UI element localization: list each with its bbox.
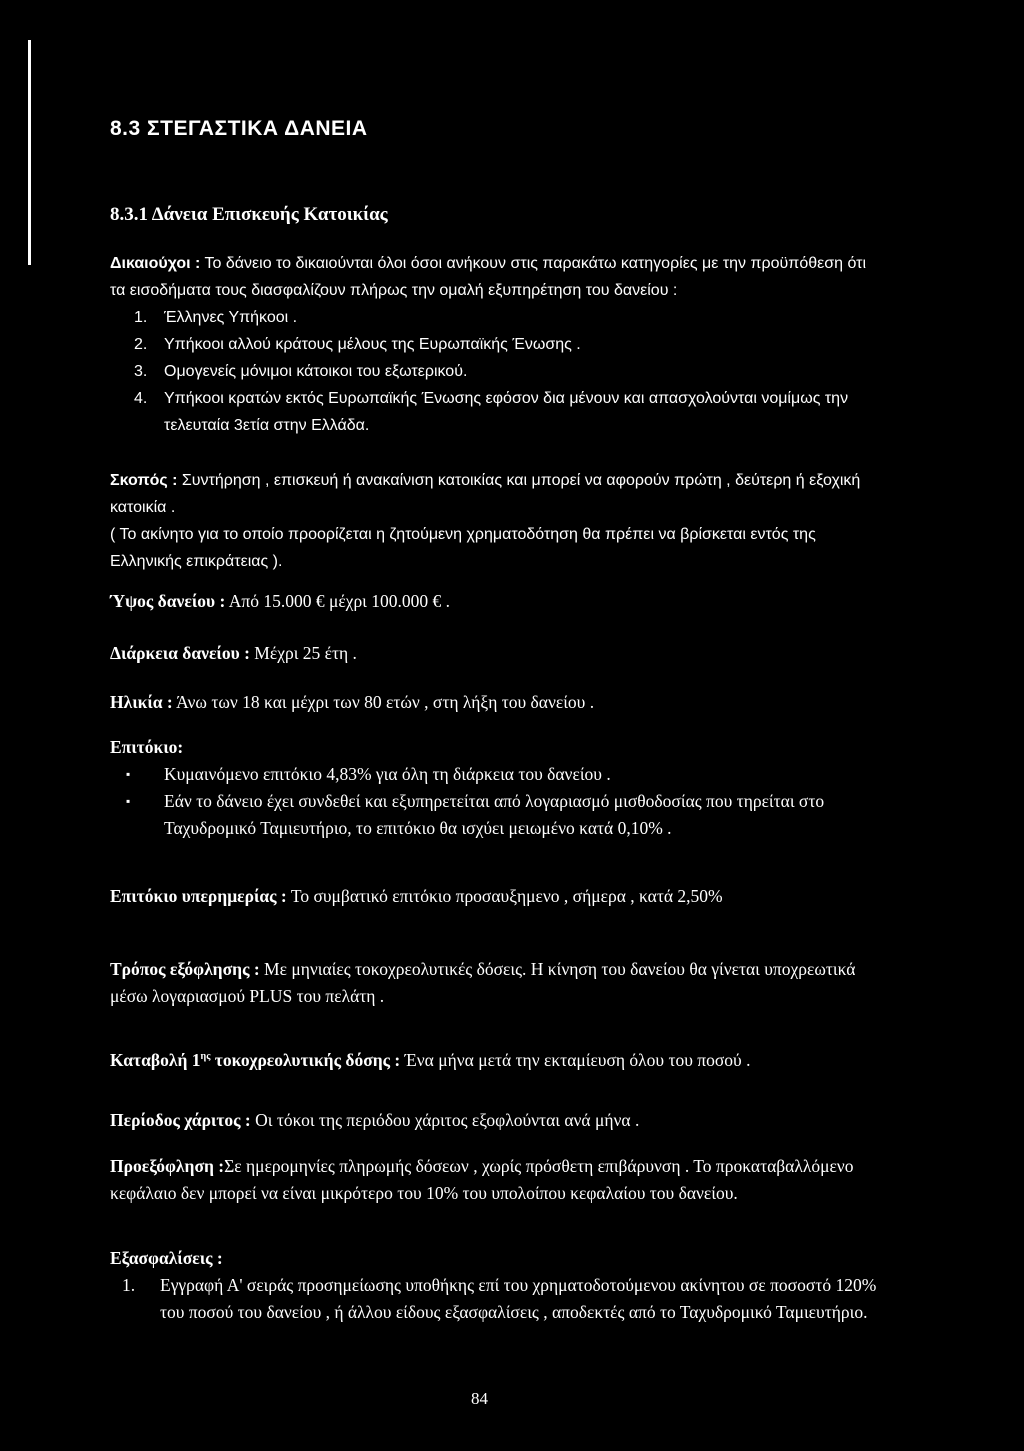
amount-label: Ύψος δανείου : — [110, 591, 226, 611]
collateral-label: Εξασφαλίσεις : — [110, 1248, 223, 1268]
age-row: Ηλικία : Άνω των 18 και μέχρι των 80 ετών , στη λήξη του δανείου . — [110, 692, 595, 712]
list-item: 2. Υπήκοοι αλλού κράτους μέλους της Ευρωπαϊκής Ένωσης . — [134, 336, 581, 353]
first-installment-label: Καταβολή $1^{\eta\varsigma}$ τοκοχρεολυτικής δόσης : — [110, 1049, 401, 1070]
list-item: 1. Εγγραφή Α' σειράς προσημείωσης υποθήκης επί του χρηματοδοτούμενου ακίνητου σε ποσοστό 120% του ποσού του δανείου , ή άλλου είδους εξασφαλίσεις , αποδεκτές από το Ταχυδρομικό Ταμιευτήριο. — [122, 1275, 877, 1322]
overdue-label: Επιτόκιο υπερημερίας : — [110, 886, 287, 906]
duration-row: Διάρκεια δανείου : Μέχρι 25 έτη . — [110, 643, 357, 663]
list-item: 3. Ομογενείς μόνιμοι κάτοικοι του εξωτερικού. — [134, 363, 468, 380]
beneficiaries-label: Δικαιούχοι : — [110, 255, 201, 272]
beneficiaries-list — [110, 304, 880, 439]
bullet-icon: ▪ — [126, 767, 131, 781]
list-item: 4. Υπήκοοι κρατών εκτός Ευρωπαϊκής Ένωσης εφόσον δια μένουν και απασχολούνται νομίμως την τελευταία 3ετία στην Ελλάδα. — [134, 390, 849, 434]
subsection-heading: 8.3.1 Δάνεια Επισκευής Κατοικίας — [110, 204, 388, 225]
interest-label: Επιτόκιο: — [110, 737, 184, 757]
grace-row: Περίοδος χάριτος : Οι τόκοι της περιόδου χάριτος εξοφλούνται ανά μήνα . — [110, 1110, 640, 1130]
prepayment-block: Προεξόφληση :Σε ημερομηνίες πληρωμής δόσεων , χωρίς πρόσθετη επιβάρυνση . Το προκαταβαλλόμενο κεφάλαιο δεν μπορεί να είναι μικρότερο του 10% του υπολοίπου κεφαλαίου του δανείου. — [110, 1156, 854, 1203]
purpose-label: Σκοπός : — [110, 472, 178, 489]
list-item: ▪ Εάν το δάνειο έχει συνδεθεί και εξυπηρετείται από λογαριασμό μισθοδοσίας που τηρείται στο Ταχυδρομικό Ταμιευτήριο, το επιτόκιο θα ισχύει μειωμένο κατά 0,10% . — [110, 788, 880, 842]
list-item: ▪ Κυμαινόμενο επιτόκιο 4,83% για όλη τη διάρκεια του δανείου . — [110, 761, 880, 788]
collateral-list — [110, 1272, 880, 1326]
list-item: 1. Έλληνες Υπήκοοι . — [134, 309, 298, 326]
first-installment-block: Καταβολή $1^{\eta\varsigma}$ τοκοχρεολυτικής δόσης : Ένα μήνα μετά την εκταμίευση όλου του ποσού . — [110, 1049, 751, 1070]
duration-label: Διάρκεια δανείου : — [110, 643, 250, 663]
prepayment-label: Προεξόφληση : — [110, 1156, 225, 1176]
section-heading: 8.3 ΣΤΕΓΑΣΤΙΚΑ ΔΑΝΕΙΑ — [110, 117, 368, 140]
purpose-block: Σκοπός : Συντήρηση , επισκευή ή ανακαίνιση κατοικίας και μπορεί να αφορούν πρώτη , δεύτερη ή εξοχική κατοικία . ( Το ακίνητο για το οποίο προορίζεται η ζητούμενη χρηματοδότηση θα πρέπει να βρίσκεται εντός της Ελληνικής επικράτειας ). — [110, 467, 880, 575]
page-number: 84 — [471, 1389, 488, 1408]
interest-block — [110, 734, 880, 842]
repayment-label: Τρόπος εξόφλησης : — [110, 959, 260, 979]
repayment-block: Τρόπος εξόφλησης : Με μηνιαίες τοκοχρεολυτικές δόσεις. Η κίνηση του δανείου θα γίνεται υποχρεωτικά μέσω λογαριασμού PLUS του πελάτη . — [110, 959, 856, 1006]
grace-label: Περίοδος χάριτος : — [110, 1110, 251, 1130]
beneficiaries-block — [110, 250, 880, 439]
amount-row: Ύψος δανείου : Από 15.000 € μέχρι 100.000 € . — [110, 591, 451, 611]
interest-list — [110, 761, 880, 842]
age-label: Ηλικία : — [110, 692, 173, 712]
bullet-icon: ▪ — [126, 794, 131, 808]
beneficiaries-intro: Δικαιούχοι : Το δάνειο το δικαιούνται όλοι όσοι ανήκουν στις παρακάτω κατηγορίες με την προϋπόθεση ότι τα εισοδήματα τους διασφαλίζουν πλήρως την ομαλή εξυπηρέτηση του δανείου : — [110, 255, 867, 299]
overdue-row: Επιτόκιο υπερημερίας : Το συμβατικό επιτόκιο προσαυξημενο , σήμερα , κατά 2,50% — [110, 886, 723, 906]
purpose-note: ( Το ακίνητο για το οποίο προορίζεται η ζητούμενη χρηματοδότηση θα πρέπει να βρίσκεται εντός της Ελληνικής επικράτειας ). — [110, 526, 816, 570]
collateral-block — [110, 1245, 880, 1326]
